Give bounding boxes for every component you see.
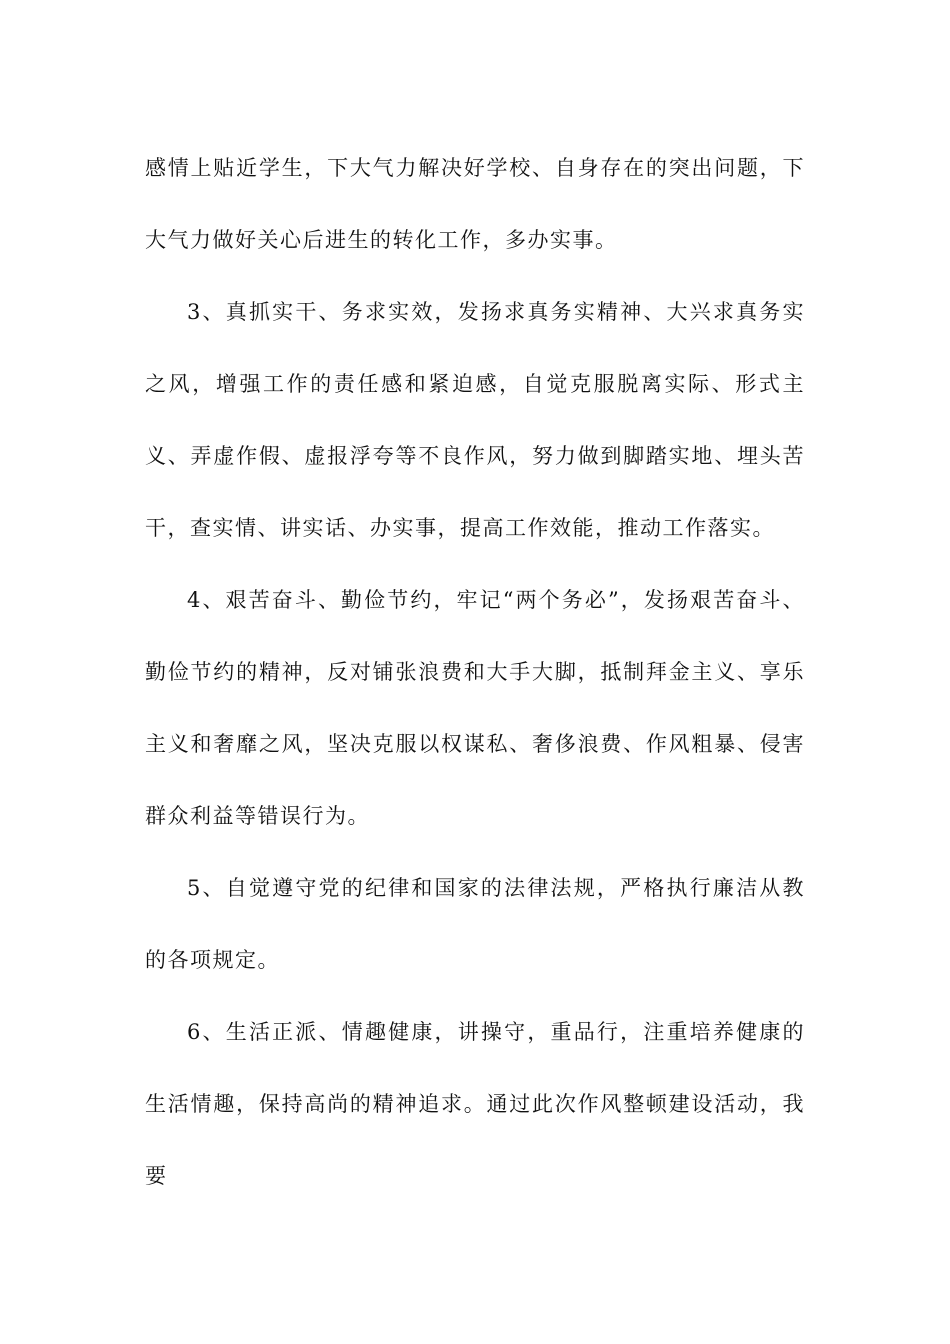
paragraph-item-6: 6、生活正派、情趣健康，讲操守，重品行，注重培养健康的生活情趣，保持高尚的精神追求。通过此次作风整顿建设活动，我要: [145, 1020, 805, 1188]
paragraph-item-5: 5、自觉遵守党的纪律和国家的法律法规，严格执行廉洁从教的各项规定。: [145, 876, 805, 972]
paragraph-item-4: 4、艰苦奋斗、勤俭节约，牢记“两个务必”，发扬艰苦奋斗、勤俭节约的精神，反对铺张浪费和大手大脚，抵制拜金主义、享乐主义和奢靡之风，坚决克服以权谋私、奢侈浪费、作风粗暴、侵害群众利益等错误行为。: [145, 588, 805, 828]
paragraph-item-3: 3、真抓实干、务求实效，发扬求真务实精神、大兴求真务实之风，增强工作的责任感和紧迫感，自觉克服脱离实际、形式主义、弄虚作假、虚报浮夸等不良作风，努力做到脚踏实地、埋头苦干，查实情、讲实话、办实事，提高工作效能，推动工作落实。: [145, 300, 805, 540]
paragraph-continuation: 感情上贴近学生，下大气力解决好学校、自身存在的突出问题，下大气力做好关心后进生的转化工作，多办实事。: [145, 156, 805, 252]
document-body: [145, 132, 805, 1212]
